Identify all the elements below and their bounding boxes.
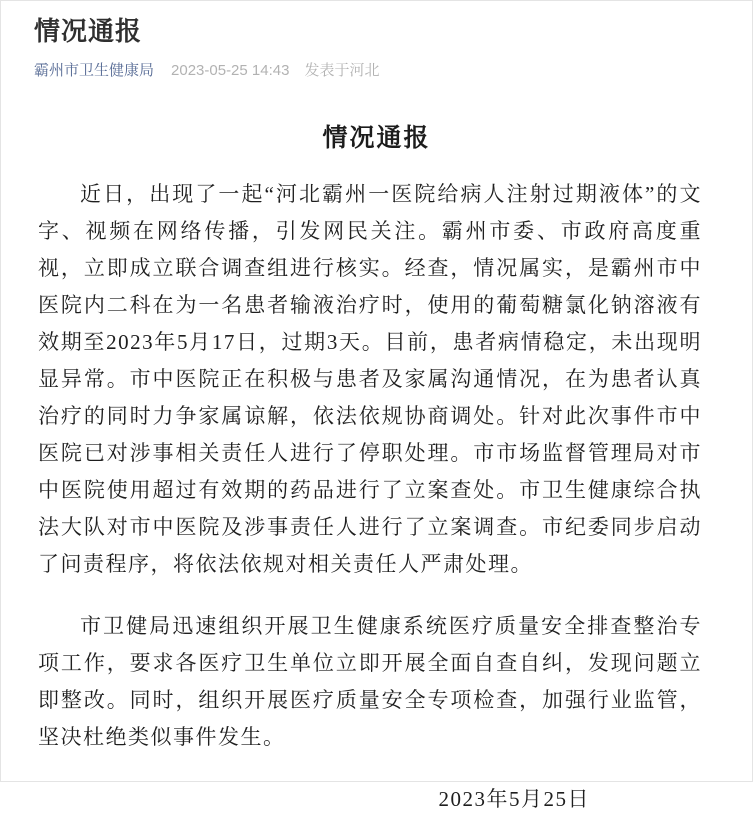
article-paragraph: 近日，出现了一起“河北霸州一医院给病人注射过期液体”的文字、视频在网络传播，引发网民关注。霸州市委、市政府高度重视，立即成立联合调查组进行核实。经查，情况属实，是霸州市中医院内二科在为一名患者输液治疗时，使用的葡萄糖氯化钠溶液有效期至2023年5月17日，过期3天。目前，患者病情稳定，未出现明显异常。市中医院正在积极与患者及家属沟通情况，在为患者认真治疗的同时力争家属谅解，依法依规协商调处。针对此次事件市中医院已对涉事相关责任人进行了停职处理。市市场监督管理局对市中医院使用超过有效期的药品进行了立案查处。市卫生健康综合执法大队对市中医院及涉事责任人进行了立案调查。市纪委同步启动了问责程序，将依法依规对相关责任人严肃处理。 xyxy=(38,182,702,577)
publish-meta xyxy=(34,60,719,81)
account-name-link[interactable]: 霸州市卫生健康局 xyxy=(34,62,155,80)
article-header xyxy=(1,1,752,81)
article-date: 2023年5月25日 xyxy=(438,787,591,812)
document-title: 情况通报 xyxy=(322,124,431,153)
article-body xyxy=(1,154,752,818)
page-title: 情况通报 xyxy=(34,16,143,46)
publish-timestamp: 2023-05-25 14:43 xyxy=(171,62,290,80)
article-content xyxy=(1,118,752,818)
publish-location: 发表于河北 xyxy=(304,62,380,80)
article-paragraph: 市卫健局迅速组织开展卫生健康系统医疗质量安全排查整治专项工作，要求各医疗卫生单位立即开展全面自查自纠，发现问题立即整改。同时，组织开展医疗质量安全专项检查，加强行业监管，坚决杜绝类似事件发生。 xyxy=(38,614,702,750)
